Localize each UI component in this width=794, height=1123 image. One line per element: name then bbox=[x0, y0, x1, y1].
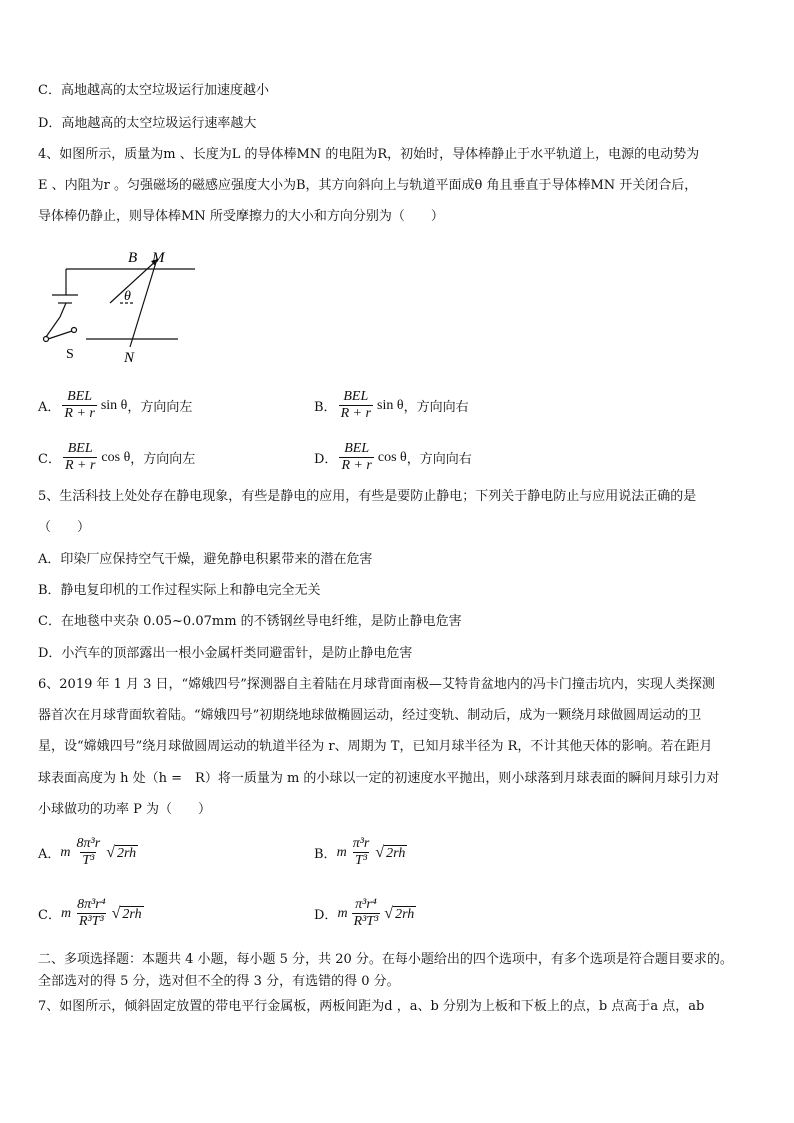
q4-line3: 导体棒仍静止，则导体棒MN 所受摩擦力的大小和方向分别为（ ） bbox=[38, 209, 444, 224]
prev-option-c: C．高地越高的太空垃圾运行加速度越小 bbox=[38, 83, 269, 98]
q4-option-a[interactable]: A． $\frac{\text{BEL}}{R + r}$ sin θ ，方向向左 bbox=[38, 389, 193, 421]
section2-line2: 全部选对的得 5 分，选对但不全的得 3 分，有选错的得 0 分。 bbox=[38, 974, 400, 989]
q6-option-c[interactable]: C． m $\frac{\text{8π³r⁴}}{\text{R³T³}}$ √ 2rh bbox=[38, 897, 142, 929]
q6-option-a[interactable]: A． m $\frac{\text{8π³r}}{\text{T³}}$ √ 2rh bbox=[38, 836, 137, 868]
q5-option-c[interactable]: C．在地毯中夹杂 0.05~0.07mm 的不锈钢丝导电纤维，是防止静电危害 bbox=[38, 614, 462, 629]
q5-line1: 5、生活科技上处处存在静电现象，有些是静电的应用，有些是要防止静电；下列关于静电防止与应用说法正确的是 bbox=[38, 489, 697, 504]
q5-line2: （ ） bbox=[38, 520, 91, 535]
q4-option-c[interactable]: C． $\frac{\text{BEL}}{R + r}$ cos θ ，方向向左 bbox=[38, 441, 196, 473]
label-s: S bbox=[66, 347, 74, 362]
q6-option-b[interactable]: B． m $\frac{\text{π³r}}{\text{T³}}$ √ 2rh bbox=[314, 836, 406, 868]
q4-circuit-figure bbox=[38, 245, 208, 370]
q4-line1: 4、如图所示，质量为m 、长度为L 的导体棒MN 的电阻为R，初始时，导体棒静止于水平轨道上，电源的电动势为 bbox=[38, 147, 700, 162]
q5-option-b[interactable]: B．静电复印机的工作过程实际上和静电完全无关 bbox=[38, 583, 321, 598]
q6-option-d[interactable]: D． m $\frac{\text{π³r⁴}}{\text{R³T³}}$ √ 2rh bbox=[314, 897, 415, 929]
label-b: B bbox=[128, 250, 138, 266]
label-m: M bbox=[152, 250, 165, 266]
label-n: N bbox=[124, 350, 135, 366]
q6-line1: 6、2019 年 1 月 3 日，“嫦娥四号”探测器自主着陆在月球背面南极—艾特肯盆地内的冯卡门撞击坑内，实现人类探测 bbox=[38, 677, 715, 692]
section2-line1: 二、多项选择题：本题共 4 小题，每小题 5 分，共 20 分。在每小题给出的四个选项中，有多个选项是符合题目要求的。 bbox=[38, 952, 733, 967]
q6-line2: 器首次在月球背面软着陆。“嫦娥四号”初期绕地球做椭圆运动，经过变轨、制动后，成为一颗绕月球做圆周运动的卫 bbox=[38, 708, 702, 723]
prev-option-d: D．高地越高的太空垃圾运行速率越大 bbox=[38, 116, 257, 131]
q6-line5: 小球做功的功率 P 为（ ） bbox=[38, 802, 212, 817]
q5-option-d[interactable]: D．小汽车的顶部露出一根小金属杆类同避雷针，是防止静电危害 bbox=[38, 646, 413, 661]
q4-line2: E 、内阻为r 。匀强磁场的磁感应强度大小为B，其方向斜向上与轨道平面成θ 角且垂直于导体棒MN 开关闭合后， bbox=[38, 178, 698, 193]
q6-line4: 球表面高度为 h 处（h = R）将一质量为 m 的小球以一定的初速度水平抛出，则小球落到月球表面的瞬间月球引力对 bbox=[38, 771, 720, 786]
q4-option-d[interactable]: D． $\frac{\text{BEL}}{R + r}$ cos θ ，方向向右 bbox=[314, 441, 472, 473]
q7-line1: 7、如图所示，倾斜固定放置的带电平行金属板，两板间距为d ，a、b 分别为上板和下板上的点，b 点高于a 点，ab bbox=[38, 999, 705, 1014]
q6-line3: 星，设“嫦娥四号”绕月球做圆周运动的轨道半径为 r、周期为 T，已知月球半径为 R，不计其他天体的影响。若在距月 bbox=[38, 739, 713, 754]
q5-option-a[interactable]: A．印染厂应保持空气干燥，避免静电积累带来的潜在危害 bbox=[38, 552, 373, 567]
label-theta: θ bbox=[124, 289, 131, 304]
q4-option-b[interactable]: B． $\frac{\text{BEL}}{R + r}$ sin θ ，方向向右 bbox=[314, 389, 469, 421]
